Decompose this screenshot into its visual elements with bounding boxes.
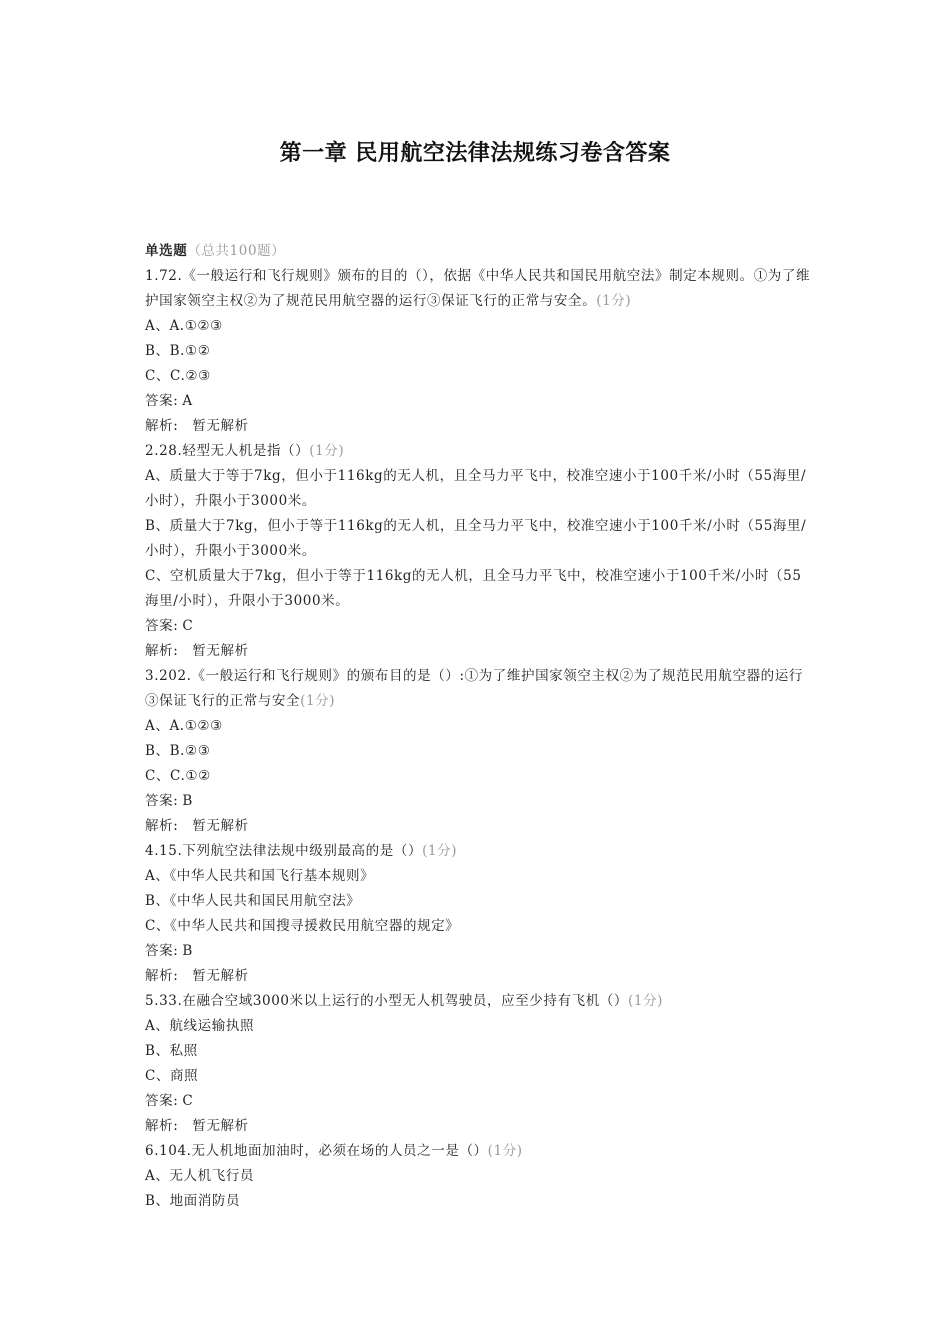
question-score: (1分) <box>300 693 336 709</box>
question-2 <box>145 439 815 664</box>
question-3 <box>145 664 815 839</box>
analysis-line <box>145 964 815 989</box>
answer-label: 答案: <box>145 618 179 634</box>
answer-value: B <box>182 793 193 809</box>
page-title: 第一章 民用航空法律法规练习卷含答案 <box>279 140 671 166</box>
option-a: A、A.①②③ <box>145 318 223 334</box>
option-b: B、B.①② <box>145 343 211 359</box>
question-stem <box>145 664 815 714</box>
answer-label: 答案: <box>145 1093 179 1109</box>
question-6 <box>145 1139 815 1214</box>
answer-value: C <box>182 1093 194 1109</box>
analysis-label: 解析: <box>145 968 179 984</box>
question-score: (1分) <box>422 843 458 859</box>
analysis-label: 解析: <box>145 818 179 834</box>
question-score: (1分) <box>628 993 664 1009</box>
question-5 <box>145 989 815 1139</box>
analysis-line <box>145 414 815 439</box>
question-stem-text: 5.33.在融合空域3000米以上运行的小型无人机驾驶员，应至少持有飞机（） <box>145 993 629 1009</box>
section-label: 单选题 <box>145 243 188 259</box>
question-stem-text: 4.15.下列航空法律法规中级别最高的是（） <box>145 843 423 859</box>
answer-label: 答案: <box>145 943 179 959</box>
analysis-value: 暂无解析 <box>192 968 249 984</box>
analysis-label: 解析: <box>145 1118 179 1134</box>
question-score: (1分) <box>487 1143 523 1159</box>
question-stem <box>145 264 815 314</box>
question-stem <box>145 989 815 1014</box>
option-c: C、空机质量大于7kg，但小于等于116kg的无人机，且全马力平飞中，校准空速小于100千米/小时（55海里/小时），升限小于3000米。 <box>145 568 802 609</box>
answer-line <box>145 1089 815 1114</box>
option-c: C、C.②③ <box>145 368 211 384</box>
analysis-label: 解析: <box>145 643 179 659</box>
section-header <box>145 239 815 264</box>
analysis-line <box>145 1114 815 1139</box>
analysis-value: 暂无解析 <box>192 643 249 659</box>
analysis-line <box>145 639 815 664</box>
question-stem <box>145 839 815 864</box>
option-a: A、无人机飞行员 <box>145 1168 255 1184</box>
answer-line <box>145 939 815 964</box>
answer-value: A <box>182 393 193 409</box>
option-a: A、质量大于等于7kg，但小于116kg的无人机，且全马力平飞中，校准空速小于100千米/小时（55海里/小时），升限小于3000米。 <box>145 468 807 509</box>
option-b: B、《中华人民共和国民用航空法》 <box>145 893 361 909</box>
option-b: B、质量大于7kg，但小于等于116kg的无人机，且全马力平飞中，校准空速小于100千米/小时（55海里/小时），升限小于3000米。 <box>145 518 807 559</box>
answer-label: 答案: <box>145 393 179 409</box>
option-c: C、《中华人民共和国搜寻援救民用航空器的规定》 <box>145 918 460 934</box>
option-c: C、C.①② <box>145 768 211 784</box>
option-a: A、A.①②③ <box>145 718 223 734</box>
answer-value: B <box>182 943 193 959</box>
question-stem-text: 2.28.轻型无人机是指（） <box>145 443 310 459</box>
option-a: A、航线运输执照 <box>145 1018 255 1034</box>
question-1 <box>145 264 815 439</box>
question-stem <box>145 1139 815 1164</box>
question-score: (1分) <box>596 293 632 309</box>
question-4 <box>145 839 815 989</box>
answer-label: 答案: <box>145 793 179 809</box>
option-b: B、地面消防员 <box>145 1193 241 1209</box>
analysis-line <box>145 814 815 839</box>
question-list <box>145 239 815 1214</box>
question-stem-text: 3.202.《一般运行和飞行规则》的颁布目的是（）:①为了维护国家领空主权②为了规范民用航空器的运行③保证飞行的正常与安全 <box>145 668 803 709</box>
option-c: C、商照 <box>145 1068 199 1084</box>
question-stem <box>145 439 815 464</box>
analysis-value: 暂无解析 <box>192 418 249 434</box>
option-b: B、私照 <box>145 1043 198 1059</box>
section-note: （总共100题） <box>187 243 286 259</box>
analysis-value: 暂无解析 <box>192 1118 249 1134</box>
question-score: (1分) <box>309 443 345 459</box>
answer-value: C <box>182 618 194 634</box>
option-a: A、《中华人民共和国飞行基本规则》 <box>145 868 375 884</box>
question-stem-text: 1.72.《一般运行和飞行规则》颁布的目的（），依据《中华人民共和国民用航空法》制定本规则。①为了维护国家领空主权②为了规范民用航空器的运行③保证飞行的正常与安全。 <box>145 268 811 309</box>
answer-line <box>145 389 815 414</box>
option-b: B、B.②③ <box>145 743 211 759</box>
answer-line <box>145 789 815 814</box>
analysis-label: 解析: <box>145 418 179 434</box>
question-stem-text: 6.104.无人机地面加油时，必须在场的人员之一是（） <box>145 1143 488 1159</box>
answer-line <box>145 614 815 639</box>
analysis-value: 暂无解析 <box>192 818 249 834</box>
